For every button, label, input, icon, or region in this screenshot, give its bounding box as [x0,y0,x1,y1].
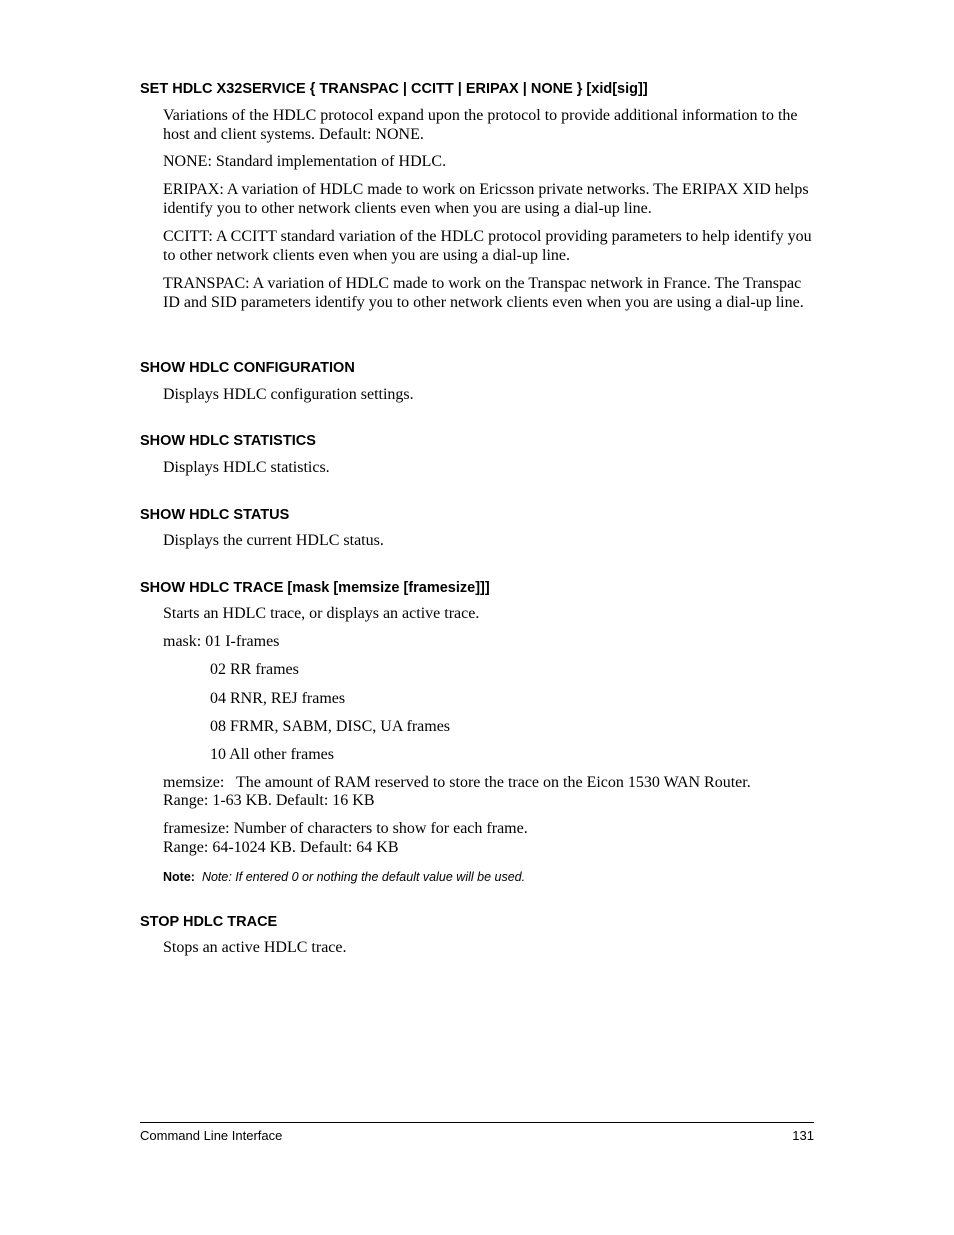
paragraph-transpac: TRANSPAC: A variation of HDLC made to work on the Transpac network in France. The Transpac ID and SID parameters identify you to other network clients even when you are using a dial-up line. [163,275,804,311]
heading-stop-trace: STOP HDLC TRACE [140,914,278,930]
paragraph-show-trace: Starts an HDLC trace, or displays an active trace. [163,605,480,622]
heading-show-status: SHOW HDLC STATUS [140,507,290,523]
framesize-line: framesize: Number of characters to show for each frame. [163,820,528,837]
paragraph-eripax: ERIPAX: A variation of HDLC made to work on Ericsson private networks. The ERIPAX XID helps identify you to other network clients even when you are using a dial-up line. [163,181,809,217]
mask-item: 02 RR frames [210,661,299,678]
paragraph-stop-trace: Stops an active HDLC trace. [163,939,347,956]
heading-show-configuration: SHOW HDLC CONFIGURATION [140,360,355,376]
footer-rule [140,1122,814,1123]
heading-set-x32service: SET HDLC X32SERVICE { TRANSPAC | CCITT | ERIPAX | NONE } [xid[sig]] [140,81,648,97]
note-label: Note: [163,870,195,884]
paragraph-show-configuration: Displays HDLC configuration settings. [163,386,414,403]
mask-item: 04 RNR, REJ frames [210,690,346,707]
paragraph-x32service-intro: Variations of the HDLC protocol expand upon the protocol to provide additional information to the host and client systems. Default: NONE. [163,107,798,143]
heading-show-trace: SHOW HDLC TRACE [mask [memsize [framesize]]] [140,580,490,596]
note [163,869,525,885]
memsize-line: memsize: The amount of RAM reserved to store the trace on the Eicon 1530 WAN Router. [163,774,751,791]
paragraph-show-status: Displays the current HDLC status. [163,532,384,549]
memsize-range: Range: 1-63 KB. Default: 16 KB [163,792,375,809]
mask-line: mask: 01 I-frames [163,633,280,650]
mask-item: 10 All other frames [210,746,334,763]
paragraph-ccitt: CCITT: A CCITT standard variation of the HDLC protocol providing parameters to help identify you to other network clients even when you are using a dial-up line. [163,228,812,264]
paragraph-show-statistics: Displays HDLC statistics. [163,459,330,476]
framesize-range: Range: 64-1024 KB. Default: 64 KB [163,839,399,856]
note-text: Note: If entered 0 or nothing the default value will be used. [201,870,526,884]
mask-item: 08 FRMR, SABM, DISC, UA frames [210,718,451,735]
page-number: 131 [792,1128,814,1143]
heading-show-statistics: SHOW HDLC STATISTICS [140,433,316,449]
footer-title: Command Line Interface [140,1128,283,1143]
paragraph-none: NONE: Standard implementation of HDLC. [163,153,447,170]
